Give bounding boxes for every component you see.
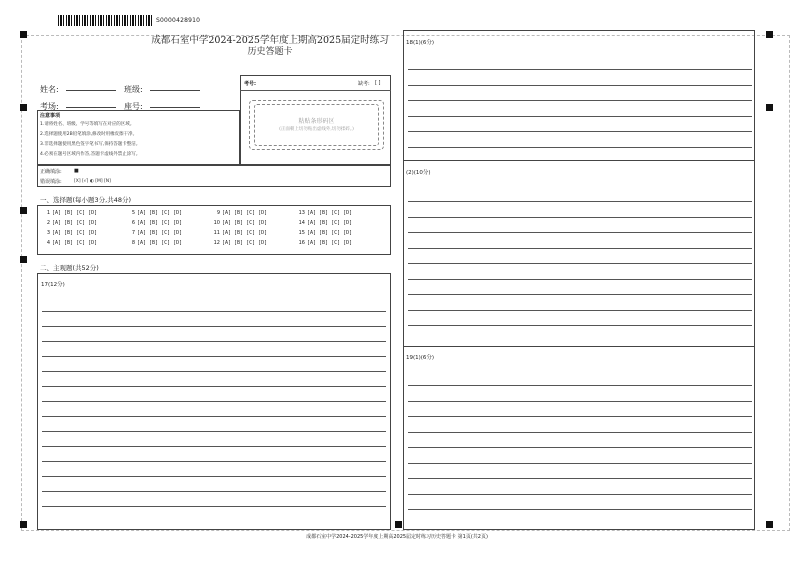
choice-question[interactable]: 9 [A] [B] [C] [D] [216,210,268,216]
divider [404,346,755,347]
answer-line [408,116,752,117]
question-18-label: 18(1)(6分) [406,40,435,46]
answer-line [408,201,752,202]
alignment-mark [766,104,773,111]
choice-question[interactable]: 8 [A] [B] [C] [D] [131,240,183,246]
answer-line [408,310,752,311]
correct-fill-mark: ■ [74,168,79,174]
choice-question[interactable]: 14 [A] [B] [C] [D] [298,220,353,226]
answer-line [408,447,752,448]
page-title: 成都石室中学2024-2025学年度上期高2025届定时练习 [151,35,389,46]
answer-line [408,217,752,218]
answer-line [408,279,752,280]
exam-room-label: 考场: [40,102,59,111]
absent-label: 缺考: [358,81,370,87]
notice-item: 1.请将姓名、班级、学号等填写在对应的区域。 [40,122,135,127]
alignment-mark [395,521,402,528]
notice-item: 2.选择题使用2B铅笔填涂,修改时用橡皮擦干净。 [40,132,138,137]
answer-line [408,416,752,417]
answer-line [42,446,386,447]
question-18-2-label: (2)(10分) [406,170,431,176]
choice-question[interactable]: 11 [A] [B] [C] [D] [213,230,268,236]
answer-line [408,131,752,132]
choice-question[interactable]: 3 [A] [B] [C] [D] [46,230,98,236]
choice-question[interactable]: 1 [A] [B] [C] [D] [46,210,98,216]
choice-question[interactable]: 7 [A] [B] [C] [D] [131,230,183,236]
answer-line [42,356,386,357]
answer-line [408,509,752,510]
choice-question[interactable]: 5 [A] [B] [C] [D] [131,210,183,216]
notice-title: 注意事项 [40,113,61,119]
barcode-area-hint: (正面朝上切勿贴出虚线外,切勿揉碎。) [279,127,354,132]
answer-line [408,401,752,402]
answer-line [42,326,386,327]
answer-line [408,478,752,479]
alignment-mark [20,521,27,528]
exam-room-field[interactable] [66,107,116,108]
barcode-graphic [58,15,152,26]
barcode-number: S0000428910 [156,17,201,24]
answer-line [42,431,386,432]
answer-line [408,100,752,101]
seat-label: 座号: [124,102,143,111]
answer-line [408,69,752,70]
seat-field[interactable] [150,107,200,108]
answer-line [408,432,752,433]
choice-question[interactable]: 13 [A] [B] [C] [D] [298,210,353,216]
answer-line [42,311,386,312]
answer-line [408,494,752,495]
answer-line [408,248,752,249]
answer-line [42,341,386,342]
answer-line [42,461,386,462]
answer-line [408,85,752,86]
class-label: 班级: [124,85,143,94]
answer-line [42,491,386,492]
wrong-fill-label: 错误填涂: [40,179,62,185]
barcode-area-title: 粘贴条形码区 [298,118,335,125]
notice-item: 4.必须在题号区域内作答,答题卡虚线外禁止涂写。 [40,152,141,157]
choice-question[interactable]: 12 [A] [B] [C] [D] [213,240,268,246]
notice-item: 3.非选择题使用黑色签字笔书写,保持答题卡整洁。 [40,142,141,147]
exam-number-label: 考号: [244,81,256,87]
answer-line [42,371,386,372]
wrong-fill-marks: [X] [√] ◐ [M] [N] [74,179,111,184]
answer-line [408,147,752,148]
barcode-paste-area-inner [254,104,379,146]
answer-line [408,385,752,386]
question-19-label: 19(1)(6分) [406,355,435,361]
correct-fill-label: 正确填涂: [40,169,62,175]
choice-question[interactable]: 6 [A] [B] [C] [D] [131,220,183,226]
answer-line [408,325,752,326]
right-column-frame [403,30,755,530]
alignment-mark [766,31,773,38]
section-subjective-title: 二、主观题(共52分) [40,264,99,272]
answer-line [42,416,386,417]
section-choice-title: 一、选择题(每小题3分,共48分) [40,196,132,204]
divider [404,160,755,161]
answer-line [408,294,752,295]
absent-checkbox[interactable]: [ ] [375,80,381,86]
choice-question[interactable]: 10 [A] [B] [C] [D] [213,220,268,226]
alignment-mark [766,521,773,528]
alignment-mark [20,31,27,38]
divider [240,90,391,91]
alignment-mark [20,207,27,214]
class-field[interactable] [150,90,200,91]
page-subtitle: 历史答题卡 [247,47,293,57]
alignment-mark [20,256,27,263]
name-label: 姓名: [40,85,59,94]
answer-line [42,506,386,507]
choice-question[interactable]: 4 [A] [B] [C] [D] [46,240,98,246]
answer-line [42,476,386,477]
alignment-mark [20,104,27,111]
answer-line [42,386,386,387]
answer-line [408,263,752,264]
question-17-label: 17(12分) [41,282,65,288]
choice-question[interactable]: 16 [A] [B] [C] [D] [298,240,353,246]
answer-line [408,463,752,464]
answer-line [408,232,752,233]
choice-question[interactable]: 15 [A] [B] [C] [D] [298,230,353,236]
page-footer: 成都石室中学2024-2025学年度上期高2025届定时练习历史答题卡 第1页(共2页) [306,534,488,540]
choice-question[interactable]: 2 [A] [B] [C] [D] [46,220,98,226]
answer-line [42,401,386,402]
name-field[interactable] [66,90,116,91]
